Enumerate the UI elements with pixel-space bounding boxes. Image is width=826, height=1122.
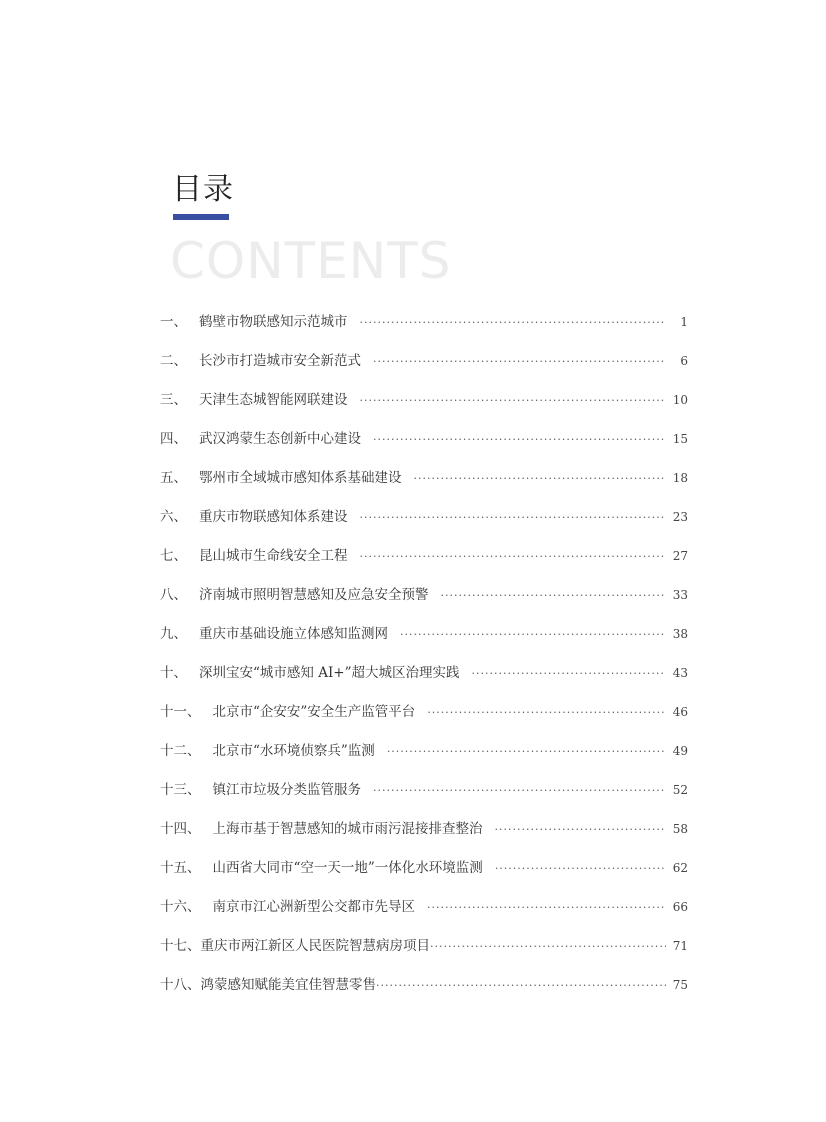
- toc-leader-dots: [373, 355, 666, 368]
- toc-entry[interactable]: [160, 856, 688, 895]
- toc-leader-dots: [414, 472, 667, 485]
- toc-entry-title: 上海市基于智慧感知的城市雨污混接排查整治: [212, 821, 483, 837]
- toc-entry-number: 四、: [160, 431, 187, 447]
- toc-entry-number: 二、: [160, 353, 187, 369]
- toc-entry-title: 镇江市垃圾分类监管服务: [212, 782, 361, 798]
- page-subtitle: CONTENTS: [170, 232, 452, 290]
- toc-entry-number: 十、: [160, 665, 187, 681]
- toc-leader-dots: [387, 745, 666, 758]
- toc-entry-page: 46: [672, 705, 688, 719]
- toc-entry-number: 十八、: [160, 977, 201, 993]
- toc-entry-title: 重庆市基础设施立体感知监测网: [199, 626, 388, 642]
- toc-entry[interactable]: [160, 661, 688, 700]
- title-underline-bar: [173, 214, 229, 220]
- toc-entry-number: 十五、: [160, 860, 201, 876]
- toc-entry-page: 58: [672, 822, 688, 836]
- toc-entry-page: 6: [680, 354, 688, 368]
- toc-entry[interactable]: [160, 700, 688, 739]
- toc-entry[interactable]: [160, 505, 688, 544]
- toc-entry-page: 71: [672, 939, 688, 953]
- toc-entry-page: 33: [672, 588, 688, 602]
- toc-leader-dots: [495, 862, 666, 875]
- toc-entry-number: 五、: [160, 470, 187, 486]
- toc-entry-page: 49: [672, 744, 688, 758]
- toc-entry-number: 十二、: [160, 743, 201, 759]
- toc-entry-page: 75: [672, 978, 688, 992]
- toc-entry-page: 15: [672, 432, 688, 446]
- toc-entry-title: 武汉鸿蒙生态创新中心建设: [199, 431, 361, 447]
- toc-entry-number: 十四、: [160, 821, 201, 837]
- toc-entry[interactable]: [160, 973, 688, 1012]
- toc-entry[interactable]: [160, 622, 688, 661]
- toc-leader-dots: [373, 433, 666, 446]
- page-title: 目录: [172, 172, 234, 207]
- toc-leader-dots: [427, 706, 666, 719]
- toc-entry[interactable]: [160, 817, 688, 856]
- toc-entry-title: 长沙市打造城市安全新范式: [199, 353, 361, 369]
- toc-leader-dots: [430, 940, 666, 953]
- toc-entry[interactable]: [160, 427, 688, 466]
- toc-leader-dots: [400, 628, 666, 641]
- toc-entry-title: 鸿蒙感知赋能美宜佳智慧零售: [200, 977, 376, 993]
- toc-entry-title: 重庆市物联感知体系建设: [199, 509, 348, 525]
- toc-entry[interactable]: [160, 349, 688, 388]
- toc-entry-number: 八、: [160, 587, 187, 603]
- toc-leader-dots: [495, 823, 667, 836]
- toc-entry-page: 52: [672, 783, 688, 797]
- table-of-contents: [160, 310, 688, 1012]
- toc-entry-title: 山西省大同市“空一天一地”一体化水环境监测: [212, 860, 483, 876]
- toc-entry-title: 深圳宝安“城市感知 AI+”超大城区治理实践: [199, 665, 460, 681]
- toc-entry-page: 27: [672, 549, 688, 563]
- toc-leader-dots: [441, 589, 667, 602]
- toc-entry-number: 十七、: [160, 938, 201, 954]
- toc-entry[interactable]: [160, 388, 688, 427]
- toc-entry[interactable]: [160, 739, 688, 778]
- toc-entry-page: 62: [672, 861, 688, 875]
- toc-entry-number: 一、: [160, 314, 187, 330]
- toc-leader-dots: [360, 550, 667, 563]
- toc-entry-number: 九、: [160, 626, 187, 642]
- toc-leader-dots: [360, 316, 667, 329]
- toc-entry-page: 1: [680, 315, 688, 329]
- toc-entry[interactable]: [160, 583, 688, 622]
- toc-entry[interactable]: [160, 934, 688, 973]
- toc-entry-title: 北京市“企安安”安全生产监管平台: [212, 704, 416, 720]
- toc-entry-page: 18: [672, 471, 688, 485]
- toc-entry[interactable]: [160, 778, 688, 817]
- toc-entry-number: 十一、: [160, 704, 201, 720]
- toc-entry-title: 天津生态城智能网联建设: [199, 392, 348, 408]
- toc-entry[interactable]: [160, 466, 688, 505]
- toc-entry-number: 十六、: [160, 899, 201, 915]
- toc-entry-number: 三、: [160, 392, 187, 408]
- toc-entry-page: 23: [672, 510, 688, 524]
- toc-entry-page: 66: [672, 900, 688, 914]
- toc-entry-page: 10: [672, 393, 688, 407]
- toc-entry-title: 昆山城市生命线安全工程: [199, 548, 348, 564]
- toc-leader-dots: [373, 784, 666, 797]
- toc-leader-dots: [472, 667, 667, 680]
- toc-entry[interactable]: [160, 895, 688, 934]
- toc-leader-dots: [376, 979, 666, 992]
- toc-entry-number: 六、: [160, 509, 187, 525]
- toc-entry-title: 济南城市照明智慧感知及应急安全预警: [199, 587, 429, 603]
- toc-entry-title: 鄂州市全域城市感知体系基础建设: [199, 470, 402, 486]
- toc-entry-title: 南京市江心洲新型公交都市先导区: [212, 899, 415, 915]
- toc-leader-dots: [427, 901, 666, 914]
- toc-leader-dots: [360, 511, 667, 524]
- toc-leader-dots: [360, 394, 667, 407]
- toc-entry-title: 北京市“水环境侦察兵”监测: [212, 743, 375, 759]
- toc-entry[interactable]: [160, 544, 688, 583]
- toc-entry-title: 重庆市两江新区人民医院智慧病房项目: [200, 938, 430, 954]
- toc-entry-number: 七、: [160, 548, 187, 564]
- toc-entry-page: 38: [672, 627, 688, 641]
- toc-entry-page: 43: [672, 666, 688, 680]
- toc-entry-title: 鹤壁市物联感知示范城市: [199, 314, 348, 330]
- toc-entry-number: 十三、: [160, 782, 201, 798]
- toc-entry[interactable]: [160, 310, 688, 349]
